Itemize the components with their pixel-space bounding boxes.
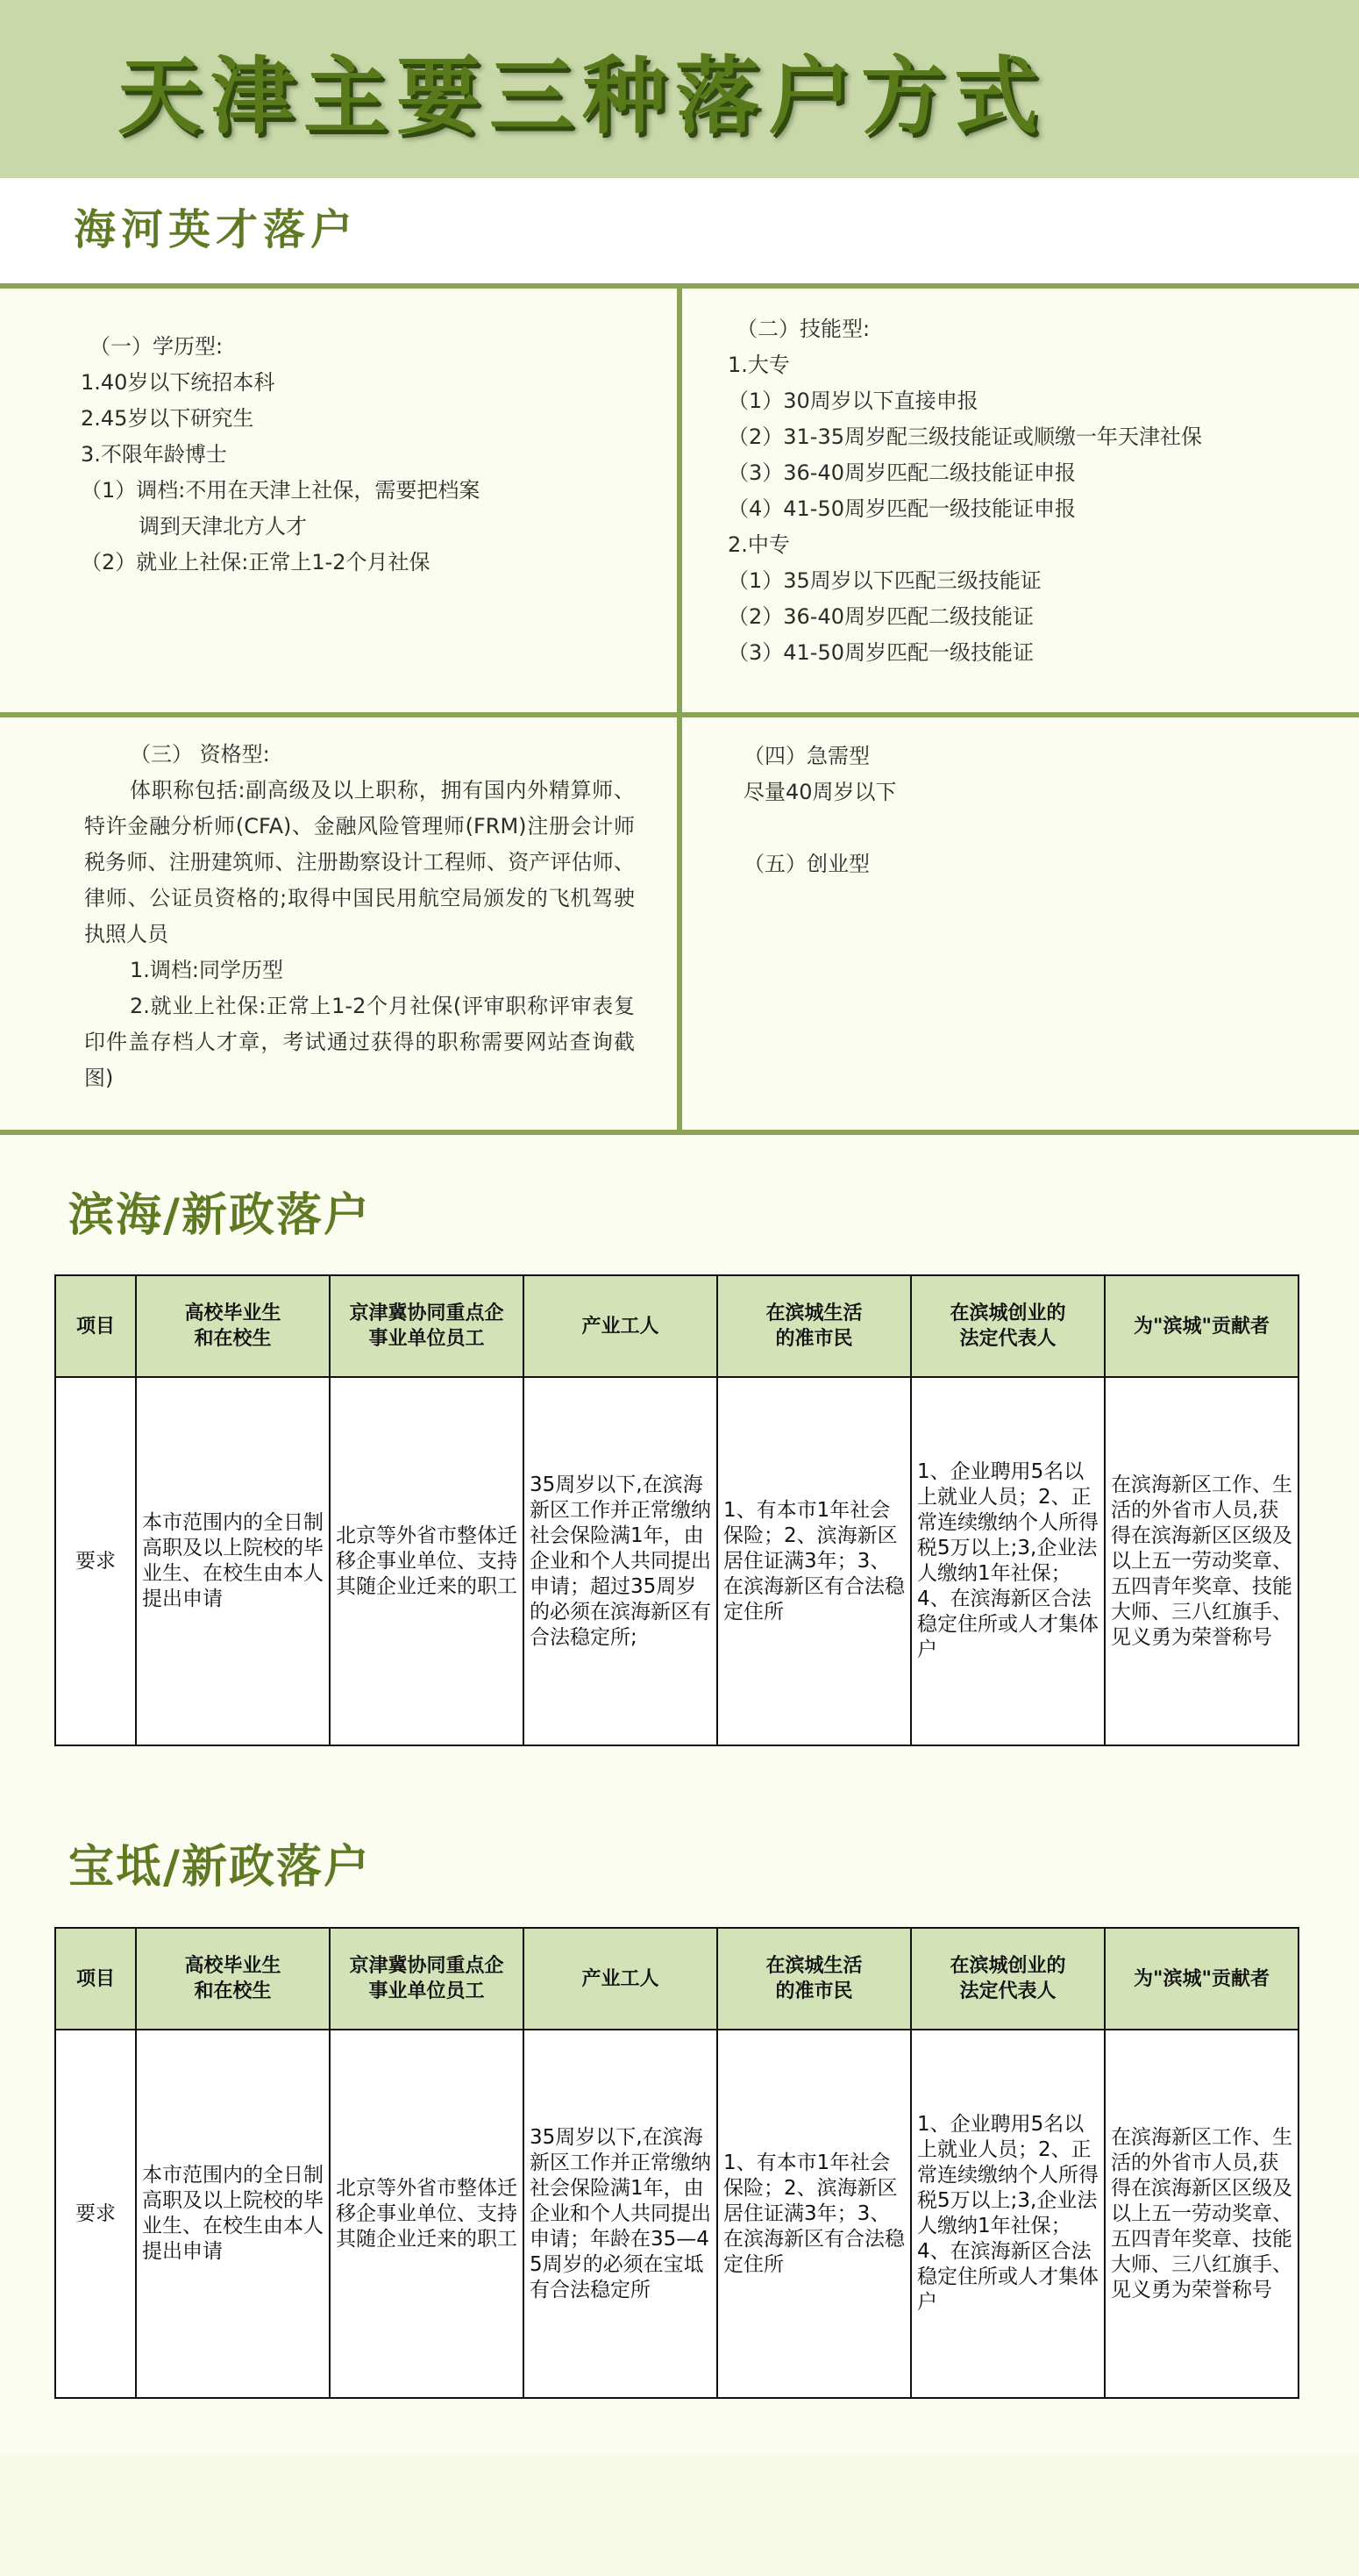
list-item: （4）41-50周岁匹配一级技能证申报 [728,496,1077,521]
list-item: 2.中专 [728,532,790,557]
list-item: （3）41-50周岁匹配一级技能证 [728,640,1035,665]
table-cell: 1、企业聘用5名以上就业人员；2、正常连续缴纳个人所得税5万以上;3,企业法人缴纳1年社保；4、在滨海新区合法稳定住所或人才集体户 [911,2030,1105,2398]
list-item: （2）就业上社保:正常上1-2个月社保 [81,550,430,574]
table-cell: 在滨海新区工作、生活的外省市人员,获得在滨海新区区级及以上五一劳动奖章、五四青年奖章、技能大师、三八红旗手、见义勇为荣誉称号 [1105,2030,1299,2398]
column-header [330,1275,523,1377]
table-cell: 本市范围内的全日制高职及以上院校的毕业生、在校生由本人提出申请 [136,1377,330,1745]
column-header [717,1275,911,1377]
quadrant-heading: （三） 资格型: [130,742,270,767]
row-label: 要求 [55,2030,136,2398]
table-cell: 北京等外省市整体迁移企事业单位、支持其随企业迁来的职工 [330,1377,523,1745]
header-text: 在滨城生活 的准市民 [765,1955,863,2002]
quadrant-heading: （一）学历型: [89,334,224,359]
header-text: 产业工人 [581,1967,659,1990]
list-item: （3）36-40周岁匹配二级技能证申报 [728,460,1077,485]
table-cell: 本市范围内的全日制高职及以上院校的毕业生、在校生由本人提出申请 [136,2030,330,2398]
column-header [523,1275,717,1377]
header-text: 京津冀协同重点企 事业单位员工 [349,1955,504,2002]
requirements-table-baodi [54,1927,1299,2399]
header-text: 在滨城生活 的准市民 [765,1302,863,1350]
header-text: 在滨城创业的 法定代表人 [950,1302,1066,1350]
column-header [136,1275,330,1377]
quadrant-qualification [84,737,635,1096]
header-text: 产业工人 [581,1315,659,1338]
section-title-baodi: 宝坻/新政落户 [68,1841,371,1894]
list-item: 1.40岁以下统招本科 [81,370,275,395]
table-cell: 北京等外省市整体迁移企事业单位、支持其随企业迁来的职工 [330,2030,523,2398]
quadrant-education [81,329,642,581]
section-title-haihe: 海河英才落户 [74,205,359,254]
list-item: （2）36-40周岁匹配二级技能证 [728,604,1035,629]
column-header [1105,1928,1299,2030]
section-title-binhai: 滨海/新政落户 [68,1189,371,1242]
divider-vertical [677,283,682,1135]
list-item: 1.调档:同学历型 [130,958,283,982]
column-header [330,1928,523,2030]
row-label: 要求 [55,1377,136,1745]
list-item: （1）35周岁以下匹配三级技能证 [728,568,1042,593]
list-item: 2.45岁以下研究生 [81,406,254,431]
header-text: 为"滨城"贡献者 [1134,1315,1270,1338]
column-header [55,1275,136,1377]
header-text: 高校毕业生 和在校生 [184,1302,281,1350]
title-banner [0,0,1359,178]
table-cell: 35周岁以下,在滨海新区工作并正常缴纳社会保险满1年，由企业和个人共同提出申请；超过35周岁的必须在滨海新区有合法稳定所; [523,1377,717,1745]
header-text: 为"滨城"贡献者 [1134,1967,1270,1990]
column-header [523,1928,717,2030]
quadrant-heading: （二）技能型: [736,317,871,341]
paragraph: 体职称包括:副高级及以上职称，拥有国内外精算师、特许金融分析师(CFA)、金融风险管理师(FRM)注册会计师税务师、注册建筑师、注册勘察设计工程师、资产评估师、律师、公证员资格的;取得中国民用航空局颁发的飞机驾驶执照人员 [84,778,635,946]
list-item: （1）调档:不用在天津上社保，需要把档案 [81,478,480,503]
list-item: 1.大专 [728,353,790,377]
table-header-row [55,1928,1299,2030]
table-row [55,2030,1299,2398]
quadrant-heading: （五）创业型 [744,852,870,876]
table-cell: 1、有本市1年社会保险；2、滨海新区居住证满3年；3、在滨海新区有合法稳定住所 [717,2030,911,2398]
column-header [136,1928,330,2030]
header-text: 京津冀协同重点企 事业单位员工 [349,1302,504,1350]
column-header [1105,1275,1299,1377]
footer-band [0,2453,1359,2576]
table-cell: 1、企业聘用5名以上就业人员；2、正常连续缴纳个人所得税5万以上;3,企业法人缴纳1年社保；4、在滨海新区合法稳定住所或人才集体户 [911,1377,1105,1745]
list-item: 2.就业上社保:正常上1-2个月社保(评审职称评审表复印件盖存档人才章，考试通过获得的职称需要网站查询截图) [84,994,635,1090]
table-header-row [55,1275,1299,1377]
list-item: 尽量40周岁以下 [744,780,897,804]
column-header [717,1928,911,2030]
quadrant-heading: （四）急需型 [744,744,870,768]
list-item: 调到天津北方人才 [139,514,307,539]
quadrant-urgent-startup [744,739,1305,882]
column-header [911,1275,1105,1377]
requirements-table-binhai [54,1274,1299,1746]
quadrant-skills [728,311,1324,671]
header-text: 在滨城创业的 法定代表人 [950,1955,1066,2002]
header-text: 高校毕业生 和在校生 [184,1955,281,2002]
header-text: 项目 [75,1315,115,1338]
column-header [911,1928,1105,2030]
list-item: 3.不限年龄博士 [81,442,227,467]
table-cell: 在滨海新区工作、生活的外省市人员,获得在滨海新区区级及以上五一劳动奖章、五四青年奖章、技能大师、三八红旗手、见义勇为荣誉称号 [1105,1377,1299,1745]
table-cell: 35周岁以下,在滨海新区工作并正常缴纳社会保险满1年，由企业和个人共同提出申请；年龄在35—45周岁的必须在宝坻有合法稳定所 [523,2030,717,2398]
list-item: （2）31-35周岁配三级技能证或顺缴一年天津社保 [728,425,1203,449]
list-item: （1）30周岁以下直接申报 [728,389,978,413]
spacer [744,810,1305,846]
table-row [55,1377,1299,1745]
page-title: 天津主要三种落户方式 [117,47,1047,146]
table-cell: 1、有本市1年社会保险；2、滨海新区居住证满3年；3、在滨海新区有合法稳定住所 [717,1377,911,1745]
header-text: 项目 [75,1967,115,1990]
column-header [55,1928,136,2030]
